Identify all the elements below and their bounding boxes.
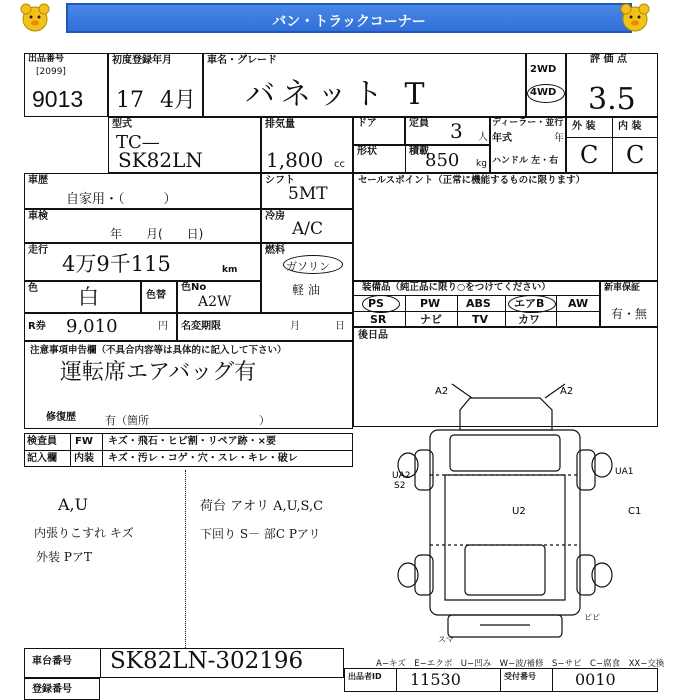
sales-point-box [353, 173, 658, 281]
fw-items: キズ・飛石・ヒビ割・リペア跡・×要 [108, 436, 276, 447]
car-damage-diagram [360, 380, 660, 650]
reg-label: 登録番号 [32, 684, 72, 695]
load-unit: kg [476, 159, 487, 169]
shift-value: 5MT [288, 184, 328, 204]
diag-bottom-right: ビビ [584, 613, 600, 622]
color-label: 色 [28, 283, 38, 294]
front-bumper [460, 398, 552, 430]
year-type-label: 年式 [492, 133, 512, 144]
lot-number: 9013 [32, 86, 84, 112]
equip-airbag: エアB [514, 297, 545, 310]
color-value: 白 [78, 285, 99, 309]
score-value: 3.5 [588, 82, 636, 117]
diag-c1: C1 [628, 506, 642, 517]
memo-right-2: 下回り S－ 部C Pアリ [200, 527, 321, 541]
recycle-unit: 円 [158, 321, 168, 332]
fuel-diesel: 軽 油 [292, 283, 320, 297]
mileage-value: 4万9千115 [62, 252, 171, 276]
bottom-label-1: 出品者ID [348, 672, 382, 681]
diag-ua1: UA1 [615, 467, 634, 477]
diag-s2: S2 [394, 481, 406, 491]
ac-value: A/C [292, 219, 324, 239]
capacity-label: 定員 [409, 118, 429, 129]
diag-ua2: UA2 [392, 471, 411, 481]
rear-day-label: 後日品 [358, 330, 388, 341]
exterior-label: 外 装 [572, 121, 596, 132]
fw-tag: FW [75, 436, 93, 447]
bottom-value-1: 11530 [410, 670, 461, 689]
bottom-label-2: 受付番号 [504, 672, 536, 681]
capacity-value: 3 [450, 119, 463, 143]
equip-aw: AW [568, 297, 589, 310]
body-value: 自家用・（ ） [66, 192, 177, 207]
fuel-gas: ガソリン [286, 260, 330, 273]
model-label: 型式 [112, 119, 132, 130]
diag-u2: U2 [512, 506, 526, 517]
first-reg-label: 初度登録年月 [112, 55, 172, 66]
name-change-day: 日 [335, 321, 345, 332]
handle-label: ハンドル 左・右 [492, 156, 559, 166]
year-type-unit: 年 [554, 133, 564, 144]
diag-a2-left: A2 [435, 386, 449, 397]
lot-label: 出品番号 [28, 54, 65, 64]
recorder-label: 記入欄 [27, 453, 57, 464]
shift-label: シフト [265, 175, 295, 186]
displacement-unit: cc [334, 159, 345, 170]
sales-point-label: セールスポイント（正常に機能するものに限ります） [358, 175, 586, 186]
damage-legend: A−キズ E−エクボ U−凹み W−波/補修 S−サビ C−腐食 XX−交換 [376, 659, 665, 669]
body-label: 車歴 [28, 175, 48, 186]
inspector-label: 検査員 [27, 436, 57, 447]
interior-grade: C [626, 141, 645, 169]
mascot-left-icon [18, 3, 52, 33]
equip-ps: PS [368, 297, 384, 310]
equip-navi: ナビ [420, 313, 442, 326]
equip-tv: TV [472, 313, 489, 326]
score-label: 評 価 点 [590, 54, 627, 65]
chassis-label: 車台番号 [32, 656, 72, 667]
mileage-label: 走行 [28, 245, 48, 256]
model-value-1: TC— [116, 132, 160, 153]
mascot-right-icon [618, 3, 652, 33]
diag-a2-right: A2 [560, 386, 574, 397]
load-label: 積載 [409, 146, 429, 157]
doors-label: ドア [357, 118, 377, 129]
fuel-label: 燃料 [265, 245, 285, 256]
name-change-label: 名変期限 [181, 321, 221, 332]
lot-sub: [2099] [36, 67, 66, 77]
displacement-value: 1,800 [266, 148, 324, 172]
warranty-label: 新車保証 [604, 283, 641, 293]
color-no-value: A2W [198, 294, 232, 310]
exterior-grade: C [580, 141, 599, 169]
model-value-2: SK82LN [118, 148, 203, 172]
notes-label: 注意事項申告欄（不具合内容等は具体的に記入して下さい） [30, 345, 287, 356]
repair-value: 有（箇所 ） [105, 414, 270, 427]
body-outline [430, 430, 580, 615]
bottom-value-2: 0010 [575, 670, 616, 689]
memo-left-1: A,U [58, 495, 89, 514]
recycle-label: R券 [28, 321, 46, 332]
mileage-unit: km [222, 265, 238, 275]
dealer-label: ディーラー・並行 [492, 118, 564, 128]
banner-title: バン・トラックコーナー [272, 14, 426, 30]
warranty-value: 有・無 [611, 307, 648, 321]
fuel-gas-circle [283, 255, 343, 274]
drive-4wd-circle [527, 84, 565, 103]
drive-4wd: 4WD [530, 87, 557, 98]
car-name-value: バネット T [245, 77, 431, 112]
first-reg-year: 17 [116, 88, 144, 113]
drive-2wd: 2WD [530, 64, 557, 75]
recycle-value: 9,010 [66, 316, 118, 337]
diag-suma: スマ [438, 635, 454, 644]
interior-items: キズ・汚レ・コゲ・穴・スレ・キレ・破レ [108, 453, 298, 464]
color-change-label: 色替 [146, 290, 166, 301]
ac-label: 冷房 [265, 211, 285, 222]
displacement-label: 排気量 [265, 119, 295, 130]
repair-label: 修復歴 [46, 412, 76, 423]
first-reg-month: 4月 [160, 88, 196, 113]
shape-label: 形状 [357, 146, 377, 157]
capacity-unit: 人 [478, 132, 488, 143]
equip-pw: PW [420, 297, 441, 310]
interior-label: 内 装 [618, 121, 642, 132]
car-name-label: 車名・グレード [207, 55, 277, 66]
inspection-text: 年 月( 日) [110, 227, 204, 241]
color-no-label: 色No [181, 282, 207, 293]
chassis-value: SK82LN-302196 [110, 648, 304, 674]
title-banner [66, 3, 632, 33]
inspection-label: 車検 [28, 211, 48, 222]
memo-right-1: 荷台 アオリ A,U,S,C [200, 499, 324, 514]
equip-abs: ABS [466, 297, 491, 310]
equip-airbag-circle [508, 295, 556, 313]
memo-left-2: 内張りこすれ キズ [34, 526, 134, 540]
load-value: 850 [425, 150, 460, 171]
name-change-month: 月 [290, 321, 300, 332]
interior-tag: 内装 [74, 453, 94, 464]
equipment-label: 装備品（純正品に限り○をつけてください） [362, 282, 551, 293]
equip-leather: カワ [518, 313, 540, 326]
memo-left-3: 外装 PアT [36, 550, 92, 564]
equip-sr: SR [370, 313, 387, 326]
notes-value: 運転席エアバッグ有 [60, 360, 257, 385]
equip-ps-circle [362, 295, 400, 313]
